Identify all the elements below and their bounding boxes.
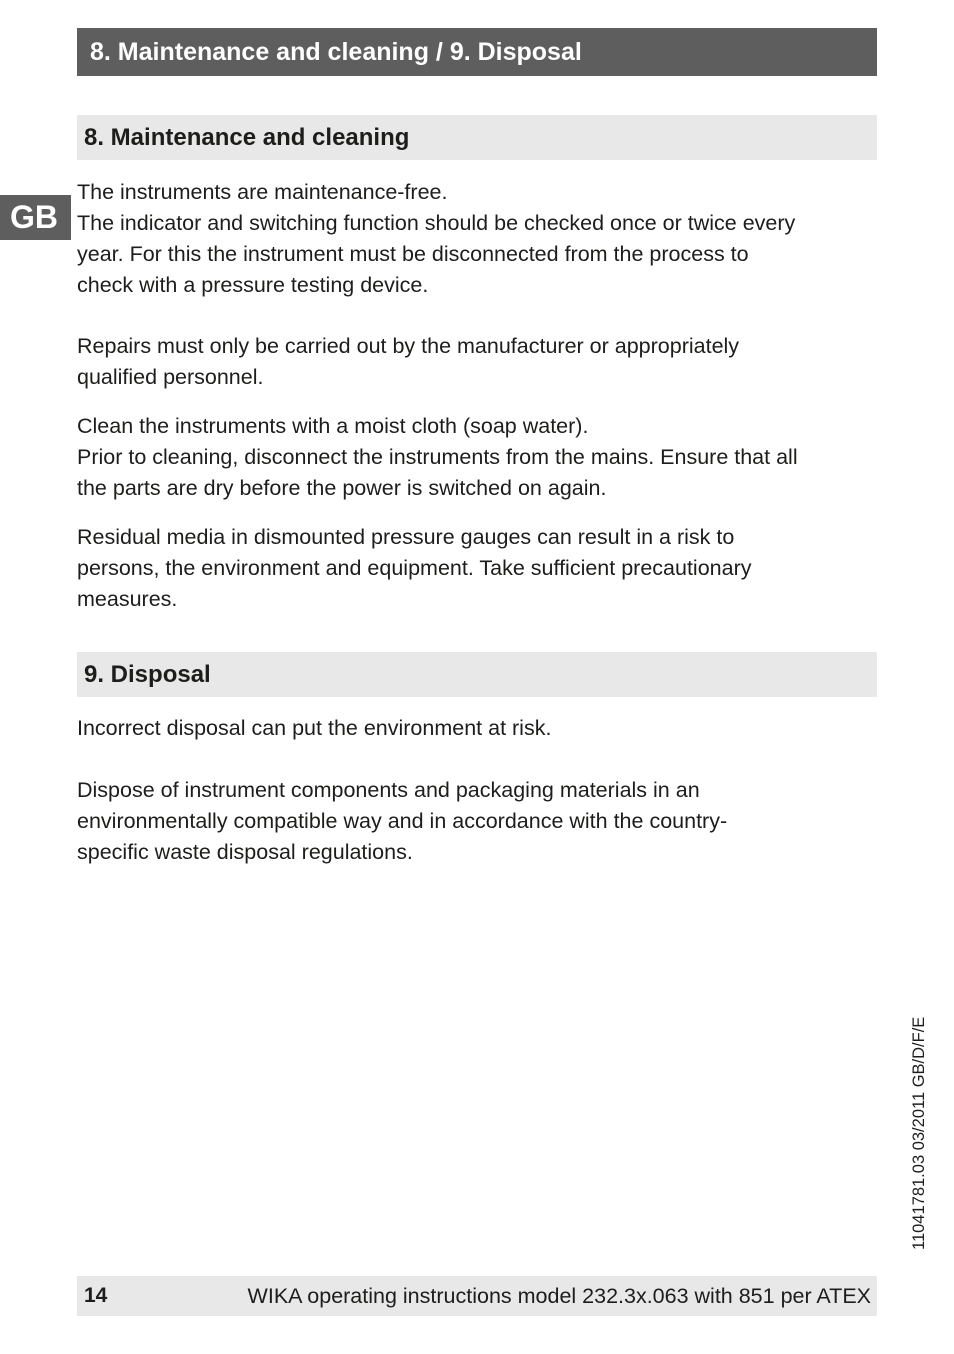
text-line: Repairs must only be carried out by the manufacturer or appropriately bbox=[77, 334, 740, 358]
section-8-paragraph-4 bbox=[77, 522, 877, 615]
text-line: environmentally compatible way and in accordance with the country- bbox=[77, 809, 728, 833]
language-tab-label: GB bbox=[10, 199, 58, 235]
language-tab bbox=[0, 195, 71, 240]
text-line: the parts are dry before the power is switched on again. bbox=[77, 476, 607, 500]
text-line: Clean the instruments with a moist cloth (soap water). bbox=[77, 414, 589, 438]
text-line: qualified personnel. bbox=[77, 365, 264, 389]
section-9-paragraph-1 bbox=[77, 713, 877, 744]
text-line: The instruments are maintenance-free. bbox=[77, 180, 448, 204]
text-line: measures. bbox=[77, 587, 178, 611]
section-9-heading: 9. Disposal bbox=[84, 661, 211, 688]
section-9-paragraph-2 bbox=[77, 775, 877, 868]
text-line: Residual media in dismounted pressure gauges can result in a risk to bbox=[77, 525, 735, 549]
section-8-paragraph-2 bbox=[77, 331, 877, 393]
section-9-heading-bar bbox=[77, 652, 877, 697]
text-line: persons, the environment and equipment. Take sufficient precautionary bbox=[77, 556, 752, 580]
section-8-heading: 8. Maintenance and cleaning bbox=[84, 124, 410, 151]
section-8-paragraph-3 bbox=[77, 411, 877, 504]
page-number: 14 bbox=[84, 1284, 108, 1307]
document-code-vertical: 11041781.03 03/2011 GB/D/F/E bbox=[910, 1016, 928, 1250]
text-line: Incorrect disposal can put the environment at risk. bbox=[77, 716, 552, 740]
text-line: Prior to cleaning, disconnect the instruments from the mains. Ensure that all bbox=[77, 445, 798, 469]
page-footer-bar bbox=[77, 1276, 877, 1316]
text-line: check with a pressure testing device. bbox=[77, 273, 429, 297]
text-line: specific waste disposal regulations. bbox=[77, 840, 413, 864]
text-line: Dispose of instrument components and packaging materials in an bbox=[77, 778, 700, 802]
footer-text: WIKA operating instructions model 232.3x.063 with 851 per ATEX bbox=[247, 1284, 871, 1308]
page-header-bar bbox=[77, 28, 877, 76]
page-header-title: 8. Maintenance and cleaning / 9. Disposal bbox=[90, 38, 582, 66]
section-8-paragraph-1 bbox=[77, 177, 877, 301]
section-8-heading-bar bbox=[77, 115, 877, 160]
text-line: The indicator and switching function should be checked once or twice every bbox=[77, 211, 796, 235]
text-line: year. For this the instrument must be disconnected from the process to bbox=[77, 242, 749, 266]
